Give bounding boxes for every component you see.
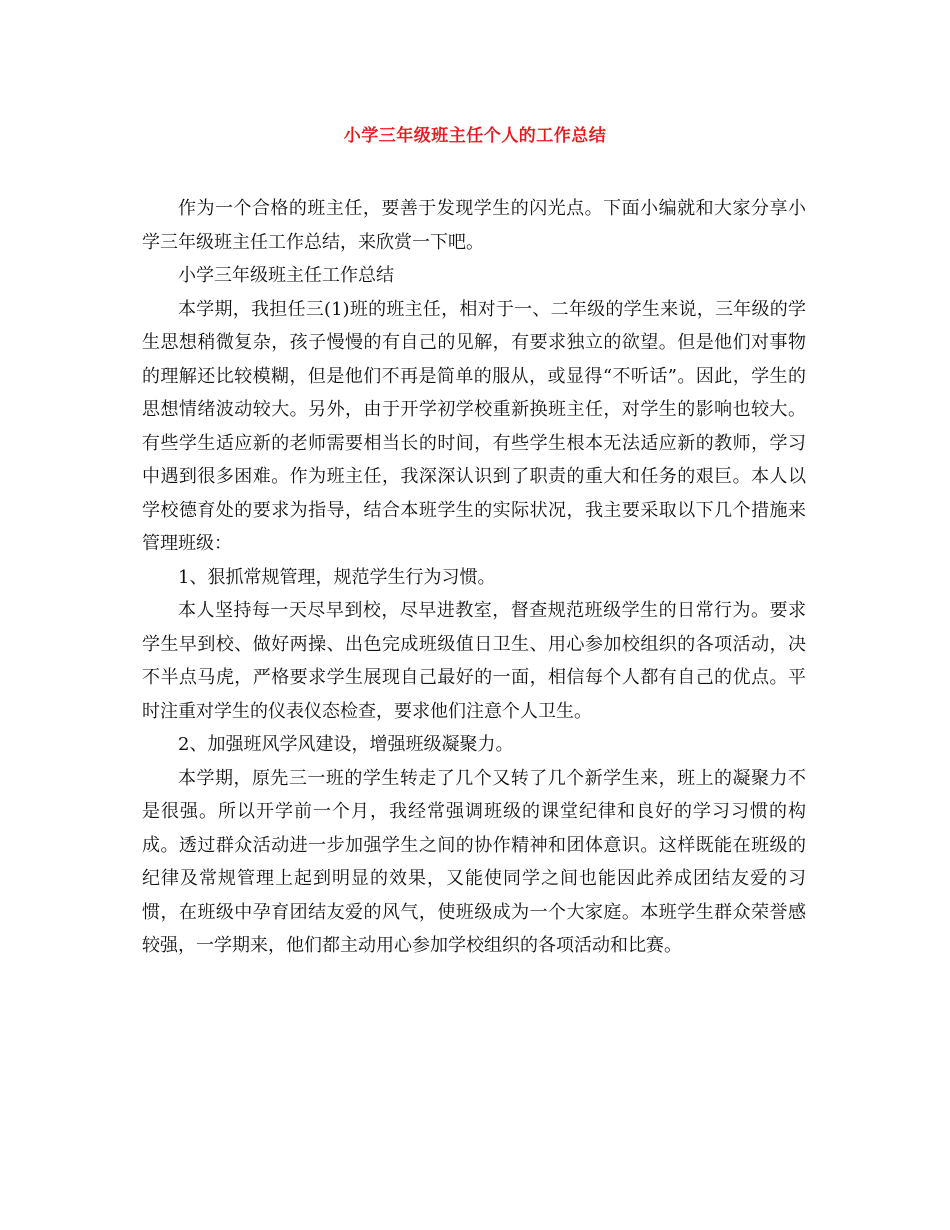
intro-paragraph: 作为一个合格的班主任，要善于发现学生的闪光点。下面小编就和大家分享小学三年级班主任工作总结，来欣赏一下吧。 [142, 198, 806, 253]
body-paragraph: 本学期，原先三一班的学生转走了几个又转了几个新学生来，班上的凝聚力不是很强。所以开学前一个月，我经常强调班级的课堂纪律和良好的学习习惯的构成。透过群众活动进一步加强学生之间的协作精神和团体意识。这样既能在班级的纪律及常规管理上起到明显的效果，又能使同学之间也能因此养成团结友爱的习惯，在班级中孕育团结友爱的风气，使班级成为一个大家庭。本班学生群众荣誉感较强，一学期来，他们都主动用心参加学校组织的各项活动和比赛。 [142, 767, 806, 956]
document-title: 小学三年级班主任个人的工作总结 [343, 126, 607, 146]
body-paragraph: 本人坚持每一天尽早到校，尽早进教室，督查规范班级学生的日常行为。要求学生早到校、做好两操、出色完成班级值日卫生、用心参加校组织的各项活动，决不半点马虎，严格要求学生展现自己最好的一面，相信每个人都有自己的优点。平时注重对学生的仪表仪态检查，要求他们注意个人卫生。 [142, 600, 806, 722]
body-paragraph: 本学期，我担任三(1)班的班主任，相对于一、二年级的学生来说，三年级的学生思想稍微复杂，孩子慢慢的有自己的见解，有要求独立的欲望。但是他们对事物的理解还比较模糊，但是他们不再是简单的服从，或显得“不听话”。因此，学生的思想情绪波动较大。另外，由于开学初学校重新换班主任，对学生的影响也较大。有些学生适应新的老师需要相当长的时间，有些学生根本无法适应新的教师，学习中遇到很多困难。作为班主任，我深深认识到了职责的重大和任务的艰巨。本人以学校德育处的要求为指导，结合本班学生的实际状况，我主要采取以下几个措施来管理班级： [142, 298, 806, 554]
measure-heading-1: 1、狠抓常规管理，规范学生行为习惯。 [178, 566, 496, 588]
measure-heading-2: 2、加强班风学风建设，增强班级凝聚力。 [178, 734, 514, 755]
document-body [142, 192, 806, 963]
section-heading: 小学三年级班主任工作总结 [178, 265, 394, 286]
